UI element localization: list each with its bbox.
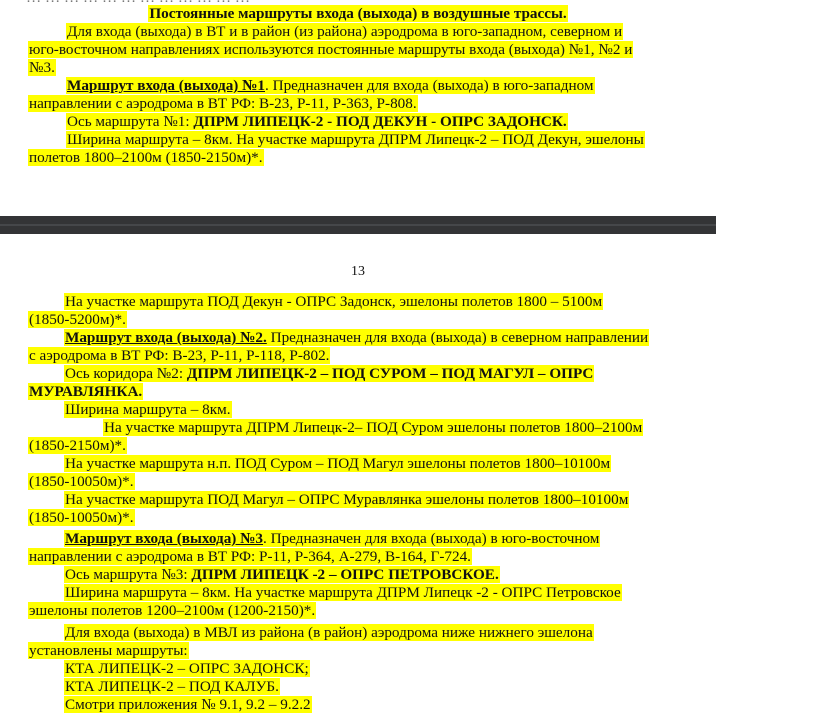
- section-title: Постоянные маршруты входа (выхода) в воздушные трассы.: [149, 5, 567, 22]
- route-2-airways: с аэродрома в ВТ РФ: В-23, Р-11, Р-118, Р-802.: [29, 347, 330, 364]
- route-2-segment-3-line-2: (1850-10050м)*.: [29, 509, 134, 526]
- route-1-heading: Маршрут входа (выхода) №1: [67, 77, 266, 94]
- route-1-width-line-1: Ширина маршрута – 8км. На участке маршрута ДПРМ Липецк-2 – ПОД Декун, эшелоны: [67, 131, 644, 148]
- route-2-segment-2-line-1: На участке маршрута н.п. ПОД Суром – ПОД Магул эшелоны полетов 1800–10100м: [65, 455, 611, 472]
- route-1-width-line-2: полетов 1800–2100м (1850-2150м)*.: [29, 149, 263, 166]
- route-3-width-line-2: эшелоны полетов 1200–2100м (1200-2150)*.: [29, 602, 316, 619]
- pdf-page-13: [0, 234, 716, 725]
- route-2-segment-3-line-1: На участке маршрута ПОД Магул – ОПРС Муравлянка эшелоны полетов 1800–10100м: [65, 491, 629, 508]
- route-3-airways: направлении с аэродрома в ВТ РФ: Р-11, Р-364, А-279, В-164, Г-724.: [29, 548, 471, 565]
- intro-paragraph-line-1: Для входа (выхода) в ВТ и в район (из района) аэродрома в юго-западном, северном и: [67, 23, 623, 40]
- route-2-segment-1-line-2: (1850-2150м)*.: [29, 437, 126, 454]
- route-2-heading-line: Маршрут входа (выхода) №2. Предназначен для входа (выхода) в северном направлении: [65, 329, 649, 346]
- route-3-heading: Маршрут входа (выхода) №3: [65, 530, 264, 547]
- mvl-route-2: КТА ЛИПЕЦК-2 – ПОД КАЛУБ.: [65, 678, 279, 695]
- route-2-width: Ширина маршрута – 8км.: [65, 401, 231, 418]
- intro-paragraph-line-3: №3.: [29, 59, 55, 76]
- section-1-line-2: (1850-5200м)*.: [29, 311, 126, 328]
- appendix-reference: Смотри приложения № 9.1, 9.2 – 9.2.2: [65, 696, 311, 713]
- section-1-line-1: На участке маршрута ПОД Декун - ОПРС Задонск, эшелоны полетов 1800 – 5100м: [65, 293, 603, 310]
- page-separator: [0, 216, 716, 234]
- pdf-page-previous: [0, 0, 716, 216]
- mvl-paragraph-line-1: Для входа (выхода) в МВЛ из района (в район) аэродрома ниже нижнего эшелона: [65, 624, 593, 641]
- route-3-heading-line: Маршрут входа (выхода) №3. Предназначен для входа (выхода) в юго-восточном: [65, 530, 600, 547]
- route-1-airways: направлении с аэродрома в ВТ РФ: В-23, Р-11, Р-363, Р-808.: [29, 95, 417, 112]
- intro-paragraph-line-2: юго-восточном направлениях используются постоянные маршруты входа (выхода) №1, №2 и: [29, 41, 633, 58]
- route-2-heading: Маршрут входа (выхода) №2.: [65, 329, 267, 346]
- route-2-axis-line-2: МУРАВЛЯНКА.: [29, 383, 143, 400]
- route-2-axis-line-1: Ось коридора №2: ДПРМ ЛИПЕЦК-2 – ПОД СУРОМ – ПОД МАГУЛ – ОПРС: [65, 365, 594, 382]
- route-3-axis: Ось маршрута №3: ДПРМ ЛИПЕЦК -2 – ОПРС ПЕТРОВСКОЕ.: [65, 566, 499, 583]
- mvl-route-1: КТА ЛИПЕЦК-2 – ОПРС ЗАДОНСК;: [65, 660, 309, 677]
- route-2-segment-1-line-1: На участке маршрута ДПРМ Липецк-2– ПОД Суром эшелоны полетов 1800–2100м: [104, 419, 643, 436]
- page-number: 13: [351, 264, 365, 279]
- route-2-segment-2-line-2: (1850-10050м)*.: [29, 473, 134, 490]
- route-1-heading-line: Маршрут входа (выхода) №1. Предназначен для входа (выхода) в юго-западном: [67, 77, 594, 94]
- route-3-width-line-1: Ширина маршрута – 8км. На участке маршрута ДПРМ Липецк -2 - ОПРС Петровское: [65, 584, 621, 601]
- mvl-paragraph-line-2: установлены маршруты:: [29, 642, 188, 659]
- route-1-axis: Ось маршрута №1: ДПРМ ЛИПЕЦК-2 - ПОД ДЕКУН - ОПРС ЗАДОНСК.: [67, 113, 567, 130]
